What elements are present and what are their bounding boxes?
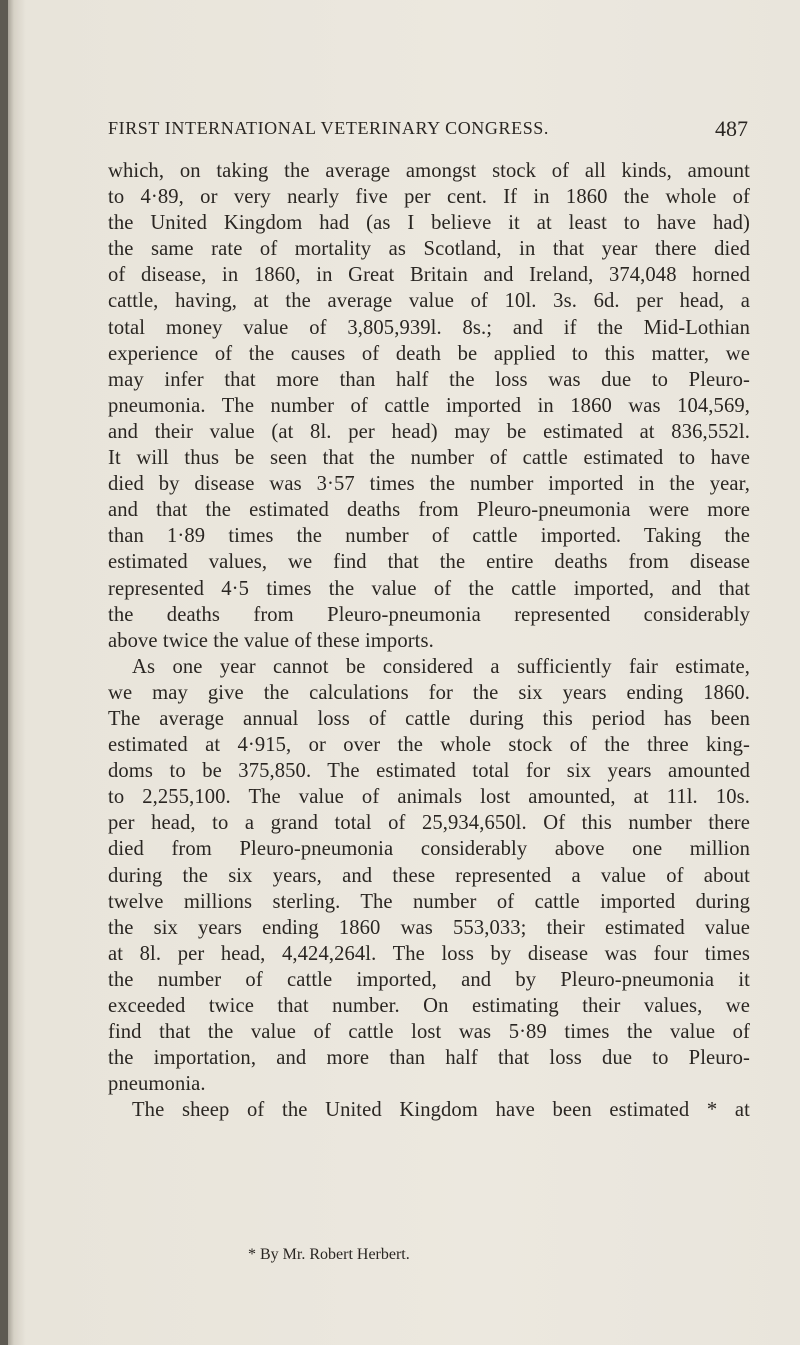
running-title: FIRST INTERNATIONAL VETERINARY CONGRESS. bbox=[108, 118, 550, 138]
text-line: to 4·89, or very nearly five per cent. If in 1860 the whole of bbox=[108, 186, 750, 209]
page-number: 487 bbox=[715, 116, 748, 141]
text-line: twelve millions sterling. The number of cattle imported during bbox=[108, 890, 750, 913]
text-line: died by disease was 3·57 times the number imported in the year, bbox=[108, 473, 750, 496]
text-line: find that the value of cattle lost was 5·89 times the value of bbox=[108, 1021, 750, 1044]
text-line: total money value of 3,805,939l. 8s.; and if the Mid-Lothian bbox=[108, 316, 750, 339]
text-line: The sheep of the United Kingdom have been estimated * at bbox=[132, 1099, 750, 1122]
text-line: estimated values, we find that the entire deaths from disease bbox=[108, 551, 750, 574]
text-line: the six years ending 1860 was 553,033; their estimated value bbox=[108, 916, 750, 939]
text-line: doms to be 375,850. The estimated total for six years amounted bbox=[108, 760, 750, 783]
text-line: which, on taking the average amongst stock of all kinds, amount bbox=[108, 160, 750, 182]
text-line: to 2,255,100. The value of animals lost amounted, at 11l. 10s. bbox=[108, 786, 750, 809]
text-line: the number of cattle imported, and by Pleuro-pneumonia it bbox=[108, 968, 750, 991]
text-line: It will thus be seen that the number of cattle estimated to have bbox=[108, 447, 750, 470]
text-line: during the six years, and these represented a value of about bbox=[108, 864, 750, 887]
text-line: of disease, in 1860, in Great Britain and Ireland, 374,048 horned bbox=[108, 264, 750, 287]
text-line: may infer that more than half the loss was due to Pleuro- bbox=[108, 368, 750, 391]
page-header bbox=[108, 118, 748, 148]
text-line: and that the estimated deaths from Pleuro-pneumonia were more bbox=[108, 499, 750, 522]
text-line: As one year cannot be considered a sufficiently fair estimate, bbox=[132, 655, 750, 678]
text-line: the United Kingdom had (as I believe it at least to have had) bbox=[108, 212, 750, 235]
text-line: at 8l. per head, 4,424,264l. The loss by disease was four times bbox=[108, 942, 750, 965]
text-line: pneumonia. The number of cattle imported in 1860 was 104,569, bbox=[108, 394, 750, 417]
text-line: above twice the value of these imports. bbox=[108, 629, 434, 652]
text-line: died from Pleuro-pneumonia considerably above one million bbox=[108, 838, 750, 861]
text-line: than 1·89 times the number of cattle imported. Taking the bbox=[108, 525, 750, 548]
text-line: experience of the causes of death be applied to this matter, we bbox=[108, 342, 750, 365]
text-line: the importation, and more than half that loss due to Pleuro- bbox=[108, 1047, 750, 1070]
text-line: the deaths from Pleuro-pneumonia represented considerably bbox=[108, 603, 750, 626]
text-line: cattle, having, at the average value of 10l. 3s. 6d. per head, a bbox=[108, 290, 750, 313]
text-line: represented 4·5 times the value of the cattle imported, and that bbox=[108, 577, 750, 600]
body-text bbox=[108, 158, 750, 1123]
text-line: estimated at 4·915, or over the whole stock of the three king- bbox=[108, 734, 750, 757]
footnote: * By Mr. Robert Herbert. bbox=[248, 1246, 410, 1263]
book-gutter bbox=[0, 0, 8, 1345]
text-line: exceeded twice that number. On estimating their values, we bbox=[108, 995, 750, 1017]
text-line: The average annual loss of cattle during this period has been bbox=[108, 707, 750, 730]
text-line: we may give the calculations for the six years ending 1860. bbox=[108, 681, 750, 704]
text-line: per head, to a grand total of 25,934,650l. Of this number there bbox=[108, 812, 750, 835]
text-line: the same rate of mortality as Scotland, in that year there died bbox=[108, 238, 750, 261]
text-line: and their value (at 8l. per head) may be estimated at 836,552l. bbox=[108, 420, 750, 443]
text-line: pneumonia. bbox=[108, 1073, 206, 1096]
